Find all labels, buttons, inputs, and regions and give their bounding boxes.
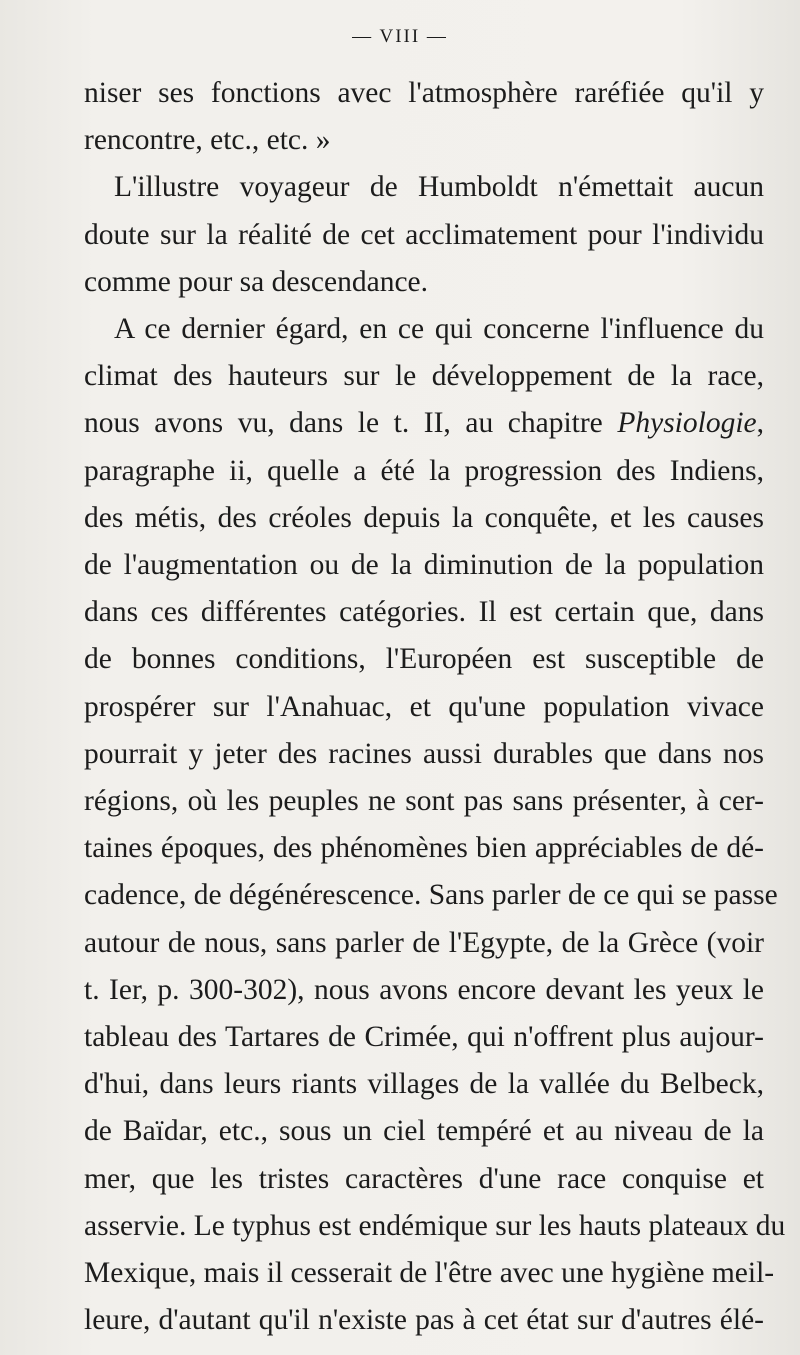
text-line: Mexique, mais il cesserait de l'être avec une hygiène meil- [84, 1257, 775, 1290]
text-line: des métis, des créoles depuis la conquête, et les causes [84, 501, 764, 534]
text-line: nous avons vu, dans le t. II, au chapitre Physiologie, [84, 407, 764, 440]
text-line: taines époques, des phénomènes bien appréciables de dé- [84, 832, 764, 865]
text-line: prospérer sur l'Anahuac, et qu'une population vivace [84, 690, 764, 723]
text-line: A ce dernier égard, en ce qui concerne l'influence du [114, 313, 764, 346]
text-line: asservie. Le typhus est endémique sur les hauts plateaux du [84, 1209, 786, 1242]
text-line: niser ses fonctions avec l'atmosphère raréfiée qu'il y [84, 77, 764, 109]
page-number: — VIII — [352, 26, 448, 47]
text-line: cadence, de dégénérescence. Sans parler de ce qui se passe [84, 879, 778, 912]
text-line: de l'augmentation ou de la diminution de la population [84, 549, 764, 582]
text-line: comme pour sa descendance. [84, 265, 429, 298]
text-line: climat des hauteurs sur le développement de la race, [84, 360, 764, 393]
text-line: L'illustre voyageur de Humboldt n'émettait aucun [114, 171, 764, 204]
text-line: t. Ier, p. 300-302), nous avons encore devant les yeux le [84, 973, 764, 1006]
text-line: paragraphe ii, quelle a été la progression des Indiens, [84, 454, 764, 487]
text-line: dans ces différentes catégories. Il est certain que, dans [84, 596, 764, 629]
text-line: leure, d'autant qu'il n'existe pas à cet état sur d'autres élé- [84, 1304, 764, 1337]
text-line: de bonnes conditions, l'Européen est susceptible de [84, 643, 764, 676]
text-line: autour de nous, sans parler de l'Egypte, de la Grèce (voir [84, 926, 764, 959]
text-line: d'hui, dans leurs riants villages de la vallée du Belbeck, [84, 1068, 764, 1101]
text-line: mer, que les tristes caractères d'une race conquise et [84, 1162, 764, 1195]
body-text [84, 70, 786, 1344]
text-line: doute sur la réalité de cet acclimatement pour l'individu [84, 218, 764, 251]
text-line: pourrait y jeter des racines aussi durables que dans nos [84, 737, 764, 770]
text-line: rencontre, etc., etc. » [84, 124, 331, 157]
text-line: régions, où les peuples ne sont pas sans présenter, à cer- [84, 785, 764, 818]
text-line: de Baïdar, etc., sous un ciel tempéré et au niveau de la [84, 1115, 764, 1148]
text-line: tableau des Tartares de Crimée, qui n'offrent plus aujour- [84, 1021, 764, 1054]
